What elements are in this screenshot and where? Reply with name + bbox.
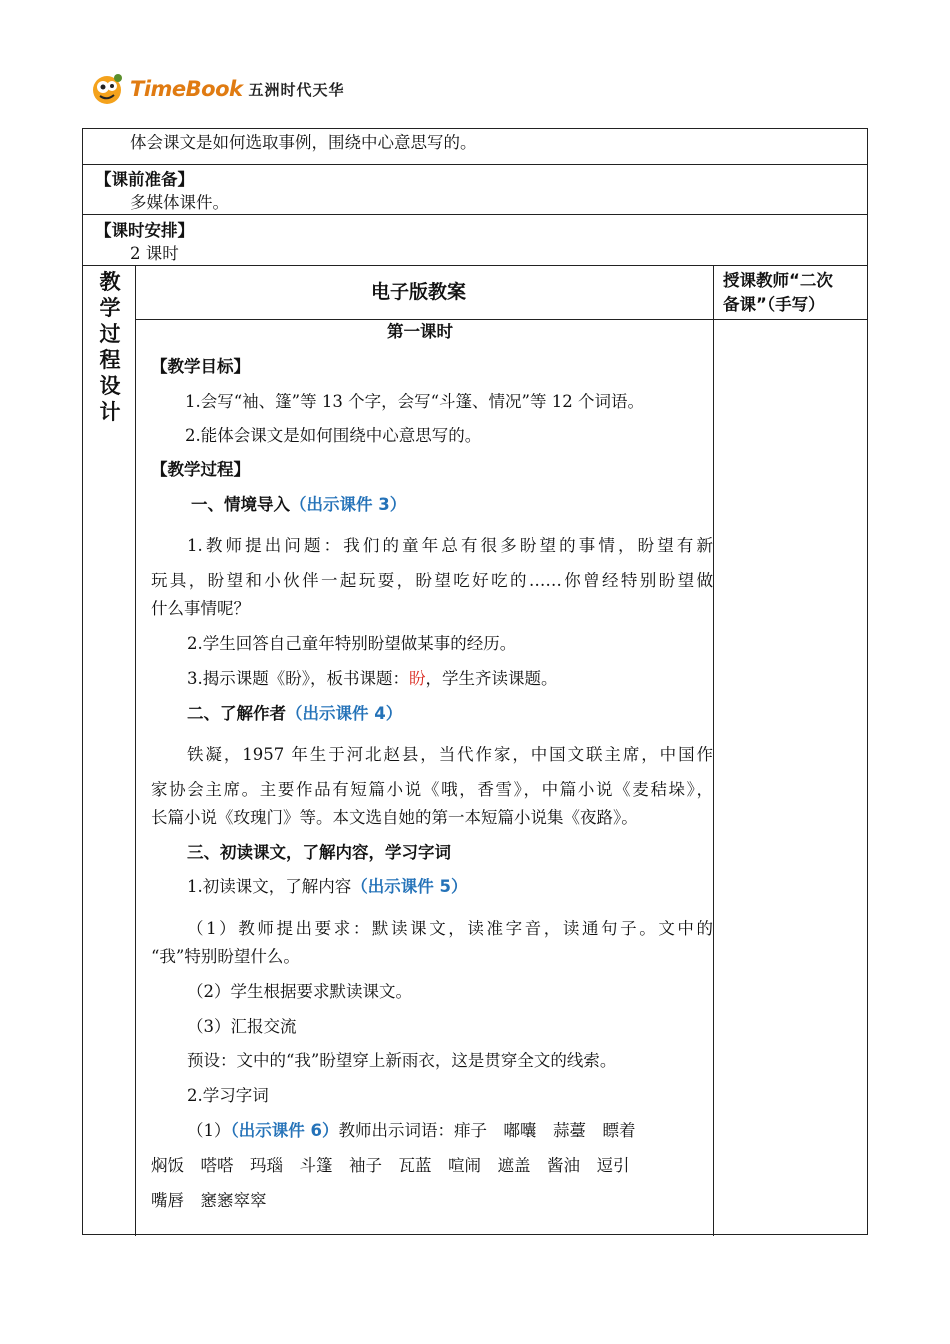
teacher-column-header-2: 备课”（手写） <box>723 295 825 314</box>
sec3-words-line1: （1）（出示课件 6）教师出示词语：痱子 嘟囔 蒜薹 瞟着 <box>187 1121 636 1140</box>
lesson-plan-table <box>82 128 868 1235</box>
publisher-logo <box>90 70 345 108</box>
sec2-line2: 家协会主席。主要作品有短篇小说《哦，香雪》，中篇小说《麦秸垛》， <box>151 780 713 799</box>
sec3-step1: 1.初读课文，了解内容（出示课件 5） <box>187 877 468 896</box>
session-title: 第一课时 <box>387 322 453 341</box>
main-column-header: 电子版教案 <box>371 281 467 303</box>
sec1-para1-line2: 玩具，盼望和小伙伴一起玩耍，盼望吃好吃的……你曾经特别盼望做 <box>151 571 713 590</box>
intro-text: 体会课文是如何选取事例，围绕中心意思写的。 <box>130 133 477 152</box>
schedule-text: 2 课时 <box>130 244 179 263</box>
sec1-para1-line3: 什么事情呢？ <box>151 599 250 618</box>
schedule-heading: 【课时安排】 <box>95 221 194 240</box>
sec1-para1-line1: 1.教师提出问题：我们的童年总有很多盼望的事情，盼望有新 <box>187 536 713 555</box>
sec1-para3: 3.揭示课题《盼》，板书课题：盼，学生齐读课题。 <box>187 669 558 688</box>
sec3-words-line2: 焖饭 嗒嗒 玛瑙 斗篷 袖子 瓦蓝 喧闹 遮盖 酱油 逗引 <box>151 1156 630 1175</box>
section-3-heading: 三、初读课文，了解内容，学习字词 <box>187 843 451 862</box>
goals-heading: 【教学目标】 <box>151 357 250 376</box>
sec1-para2: 2.学生回答自己童年特别盼望做某事的经历。 <box>187 634 517 653</box>
board-title: 盼 <box>409 669 426 688</box>
goal-1: 1.会写“袖、篷”等 13 个字，会写“斗篷、情况”等 12 个词语。 <box>185 392 644 411</box>
courseware-tag: （出示课件 3） <box>290 495 407 514</box>
sec3-step2: 2.学习字词 <box>187 1086 269 1105</box>
logo-mascot-icon <box>90 71 126 107</box>
courseware-tag: （出示课件 4） <box>286 704 403 723</box>
sec2-line1: 铁凝，1957 年生于河北赵县，当代作家，中国文联主席，中国作 <box>187 745 713 764</box>
sec3-para1-line1: （1）教师提出要求：默读课文，读准字音，读通句子。文中的 <box>187 919 713 938</box>
sec3-para3: （3）汇报交流 <box>187 1017 297 1036</box>
prep-heading: 【课前准备】 <box>95 170 194 189</box>
sec3-para2: （2）学生根据要求默读课文。 <box>187 982 412 1001</box>
logo-text-en: TimeBook <box>130 77 243 101</box>
logo-text-cn: 五洲时代天华 <box>248 80 345 99</box>
sec3-para4: 预设：文中的“我”盼望穿上新雨衣，这是贯穿全文的线索。 <box>187 1051 617 1070</box>
teacher-column-header-1: 授课教师“二次 <box>723 271 833 290</box>
process-heading: 【教学过程】 <box>151 460 250 479</box>
section-2-heading: 二、了解作者（出示课件 4） <box>187 704 403 723</box>
sec2-line3: 长篇小说《玫瑰门》等。本文选自她的第一本短篇小说集《夜路》。 <box>151 808 638 827</box>
sec3-para1-line2: “我”特别盼望什么。 <box>151 947 300 966</box>
sec3-words-line3: 嘴唇 窸窸窣窣 <box>151 1191 267 1210</box>
section-1-heading: 一、情境导入（出示课件 3） <box>191 495 407 514</box>
courseware-tag: （出示课件 6） <box>230 1121 339 1140</box>
goal-2: 2.能体会课文是如何围绕中心意思写的。 <box>185 426 482 445</box>
side-label: 教 学 过 程 设 计 <box>99 270 121 424</box>
courseware-tag: （出示课件 5） <box>351 877 468 896</box>
prep-text: 多媒体课件。 <box>130 193 229 212</box>
